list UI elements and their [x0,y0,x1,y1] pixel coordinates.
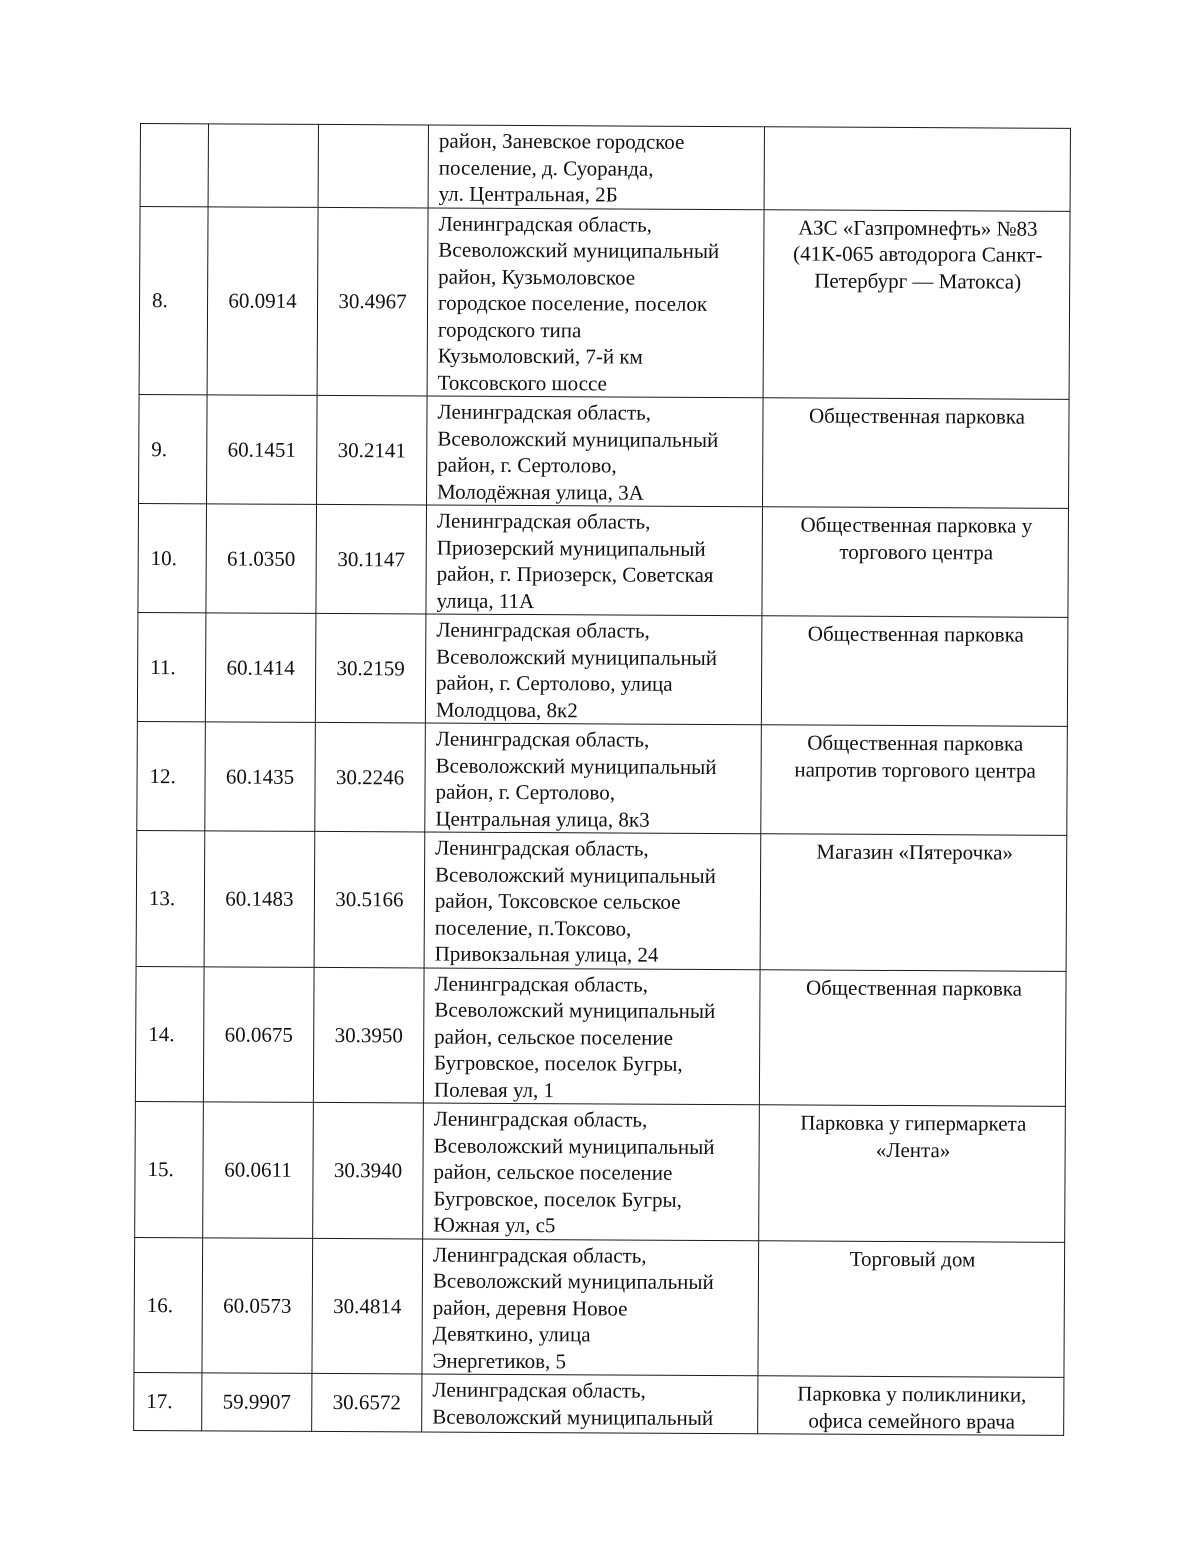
address-line: поселение, п.Токсово, [434,915,632,941]
table-row [136,830,1067,970]
longitude-cell: 30.6572 [312,1373,422,1432]
address-line: район, сельское поселение [434,1024,674,1050]
address-line: Всеволожский муниципальный [433,1133,715,1159]
longitude-cell: 30.4814 [312,1238,423,1374]
longitude-cell: 30.3940 [313,1102,424,1238]
address-line: городское поселение, поселок [438,290,708,316]
description-line: Петербург — Матокса) [814,268,1022,294]
address-cell [422,1238,759,1375]
address-line: Южная ул, с5 [433,1212,556,1238]
row-number: 8. [139,206,208,395]
address-line: Ленинградская область, [437,399,652,425]
description-cell [762,507,1069,618]
table-row [134,1372,1064,1435]
row-number: 17. [134,1372,202,1430]
latitude-cell: 59.9907 [202,1373,312,1432]
table-row [138,503,1069,617]
address-line: Ленинградская область, [434,971,649,997]
address-line: Ленинградская область, [435,835,649,861]
address-line: район, г. Сертолово, [437,452,617,478]
address-line: Ленинградская область, [432,1377,646,1403]
row-number: 15. [135,1101,204,1237]
longitude-cell: 30.2141 [317,395,428,505]
table-row [135,1101,1066,1241]
address-line: городского типа [437,317,582,342]
description-line: Общественная парковка [808,403,1026,429]
description-cell [758,1376,1064,1436]
address-cell [423,1103,760,1240]
address-line: Ленинградская область, [433,1242,647,1268]
table-row [137,721,1068,835]
description-line: «Лента» [875,1137,951,1162]
table-body [134,124,1071,1436]
address-cell [428,125,764,209]
address-line: район, г. Сертолово, улица [436,670,673,696]
address-line: район, сельское поселение [433,1159,673,1185]
address-line: Токсовского шоссе [437,370,607,395]
address-cell [425,614,762,725]
address-line: Всеволожский муниципальный [434,997,716,1024]
document-page [133,123,1071,1436]
description-cell [763,209,1070,399]
table-row [140,124,1070,211]
address-line: район, Заневское городское [438,128,685,154]
address-cell [427,396,764,507]
address-line: Молодёжная улица, 3А [437,479,644,505]
latitude-cell [208,124,318,207]
address-line: район, г. Сертолово, [435,779,616,805]
description-line: АЗС «Газпромнефть» №83 [798,214,1038,241]
address-line: Всеволожский муниципальный [435,753,717,779]
description-line: Общественная парковка [807,730,1024,756]
address-line: Девяткино, улица [432,1321,591,1347]
row-number: 14. [135,966,204,1102]
address-line: район, Кузьмоловское [438,264,636,290]
description-line: Торговый дом [849,1246,976,1271]
description-line: Магазин «Пятерочка» [816,839,1014,865]
row-number: 12. [137,721,206,830]
description-line: Общественная парковка [807,621,1024,647]
table-row [139,206,1070,399]
address-line: ул. Центральная, 2Б [438,181,618,207]
row-number [140,124,208,207]
description-line: Общественная парковка [805,974,1023,1001]
address-cell [424,832,761,969]
description-line: (41К-065 автодорога Санкт- [793,241,1043,267]
latitude-cell: 60.1483 [204,831,315,967]
row-number: 16. [134,1237,203,1373]
longitude-cell: 30.1147 [316,504,427,614]
latitude-cell: 60.1414 [205,613,316,723]
address-line: Бугровское, поселок Бугры, [434,1050,683,1076]
address-line: Ленинградская область, [438,211,653,237]
description-cell [761,725,1068,836]
address-line: район, Токсовское сельское [434,888,681,914]
longitude-cell: 30.2246 [315,722,426,832]
address-line: Всеволожский муниципальный [432,1404,714,1430]
address-line: район, г. Приозерск, Советская [436,561,714,588]
address-line: Центральная улица, 8к3 [435,806,650,832]
address-line: Всеволожский муниципальный [438,237,720,264]
description-cell [759,969,1066,1106]
address-line: район, деревня Новое [432,1295,628,1321]
longitude-cell: 30.3950 [313,967,424,1103]
table-row [134,1237,1065,1377]
address-line: Ленинградская область, [433,1106,648,1132]
row-number: 11. [137,612,206,721]
row-number: 9. [139,394,208,503]
latitude-cell: 60.0611 [203,1102,314,1238]
address-line: Всеволожский муниципальный [437,426,719,452]
address-line: Ленинградская область, [436,617,650,643]
longitude-cell [318,124,428,207]
address-line: Энергетиков, 5 [432,1348,567,1373]
address-line: Ленинградская область, [435,726,650,752]
latitude-cell: 60.0573 [202,1237,313,1373]
latitude-cell: 60.0914 [207,206,318,395]
description-line: Парковка у гипермаркета [800,1110,1027,1136]
address-line: Кузьмоловский, 7-й км [437,343,643,369]
address-cell [426,505,763,616]
description-line: Общественная парковка у [800,512,1033,538]
description-line: напротив торгового центра [794,756,1036,783]
longitude-cell: 30.4967 [317,207,428,396]
address-line: Всеволожский муниципальный [435,862,717,888]
description-cell [761,616,1068,727]
row-number: 10. [138,503,207,612]
address-line: Ленинградская область, [436,508,651,534]
description-cell [760,834,1067,971]
description-cell [759,1105,1066,1242]
locations-table [133,123,1071,1436]
longitude-cell: 30.2159 [315,613,426,723]
latitude-cell: 60.0675 [203,966,314,1102]
address-line: Всеволожский муниципальный [432,1268,714,1295]
address-line: Всеволожский муниципальный [436,644,718,670]
latitude-cell: 60.1451 [207,395,318,505]
address-line: Бугровское, поселок Бугры, [433,1186,683,1212]
address-line: улица, 11А [436,588,535,613]
address-line: Приозерский муниципальный [436,535,706,561]
table-row [139,394,1070,508]
latitude-cell: 61.0350 [206,504,317,614]
description-line: торгового центра [839,539,994,564]
address-cell [427,208,764,398]
description-line: Парковка у поликлиники, [797,1381,1027,1407]
description-cell [758,1240,1065,1377]
address-cell [423,967,760,1104]
description-cell [762,398,1069,509]
description-line: офиса семейного врача [808,1408,1016,1434]
row-number: 13. [136,830,205,966]
address-line: поселение, д. Суоранда, [438,155,654,181]
address-line: Привокзальная улица, 24 [434,941,659,967]
address-cell [425,723,762,834]
description-cell [764,127,1070,211]
longitude-cell: 30.5166 [314,831,425,967]
address-line: Полевая ул, 1 [433,1077,555,1102]
address-line: Молодцова, 8к2 [435,697,578,722]
table-row [135,966,1066,1106]
latitude-cell: 60.1435 [205,722,316,832]
table-row [137,612,1068,726]
address-cell [422,1374,758,1434]
